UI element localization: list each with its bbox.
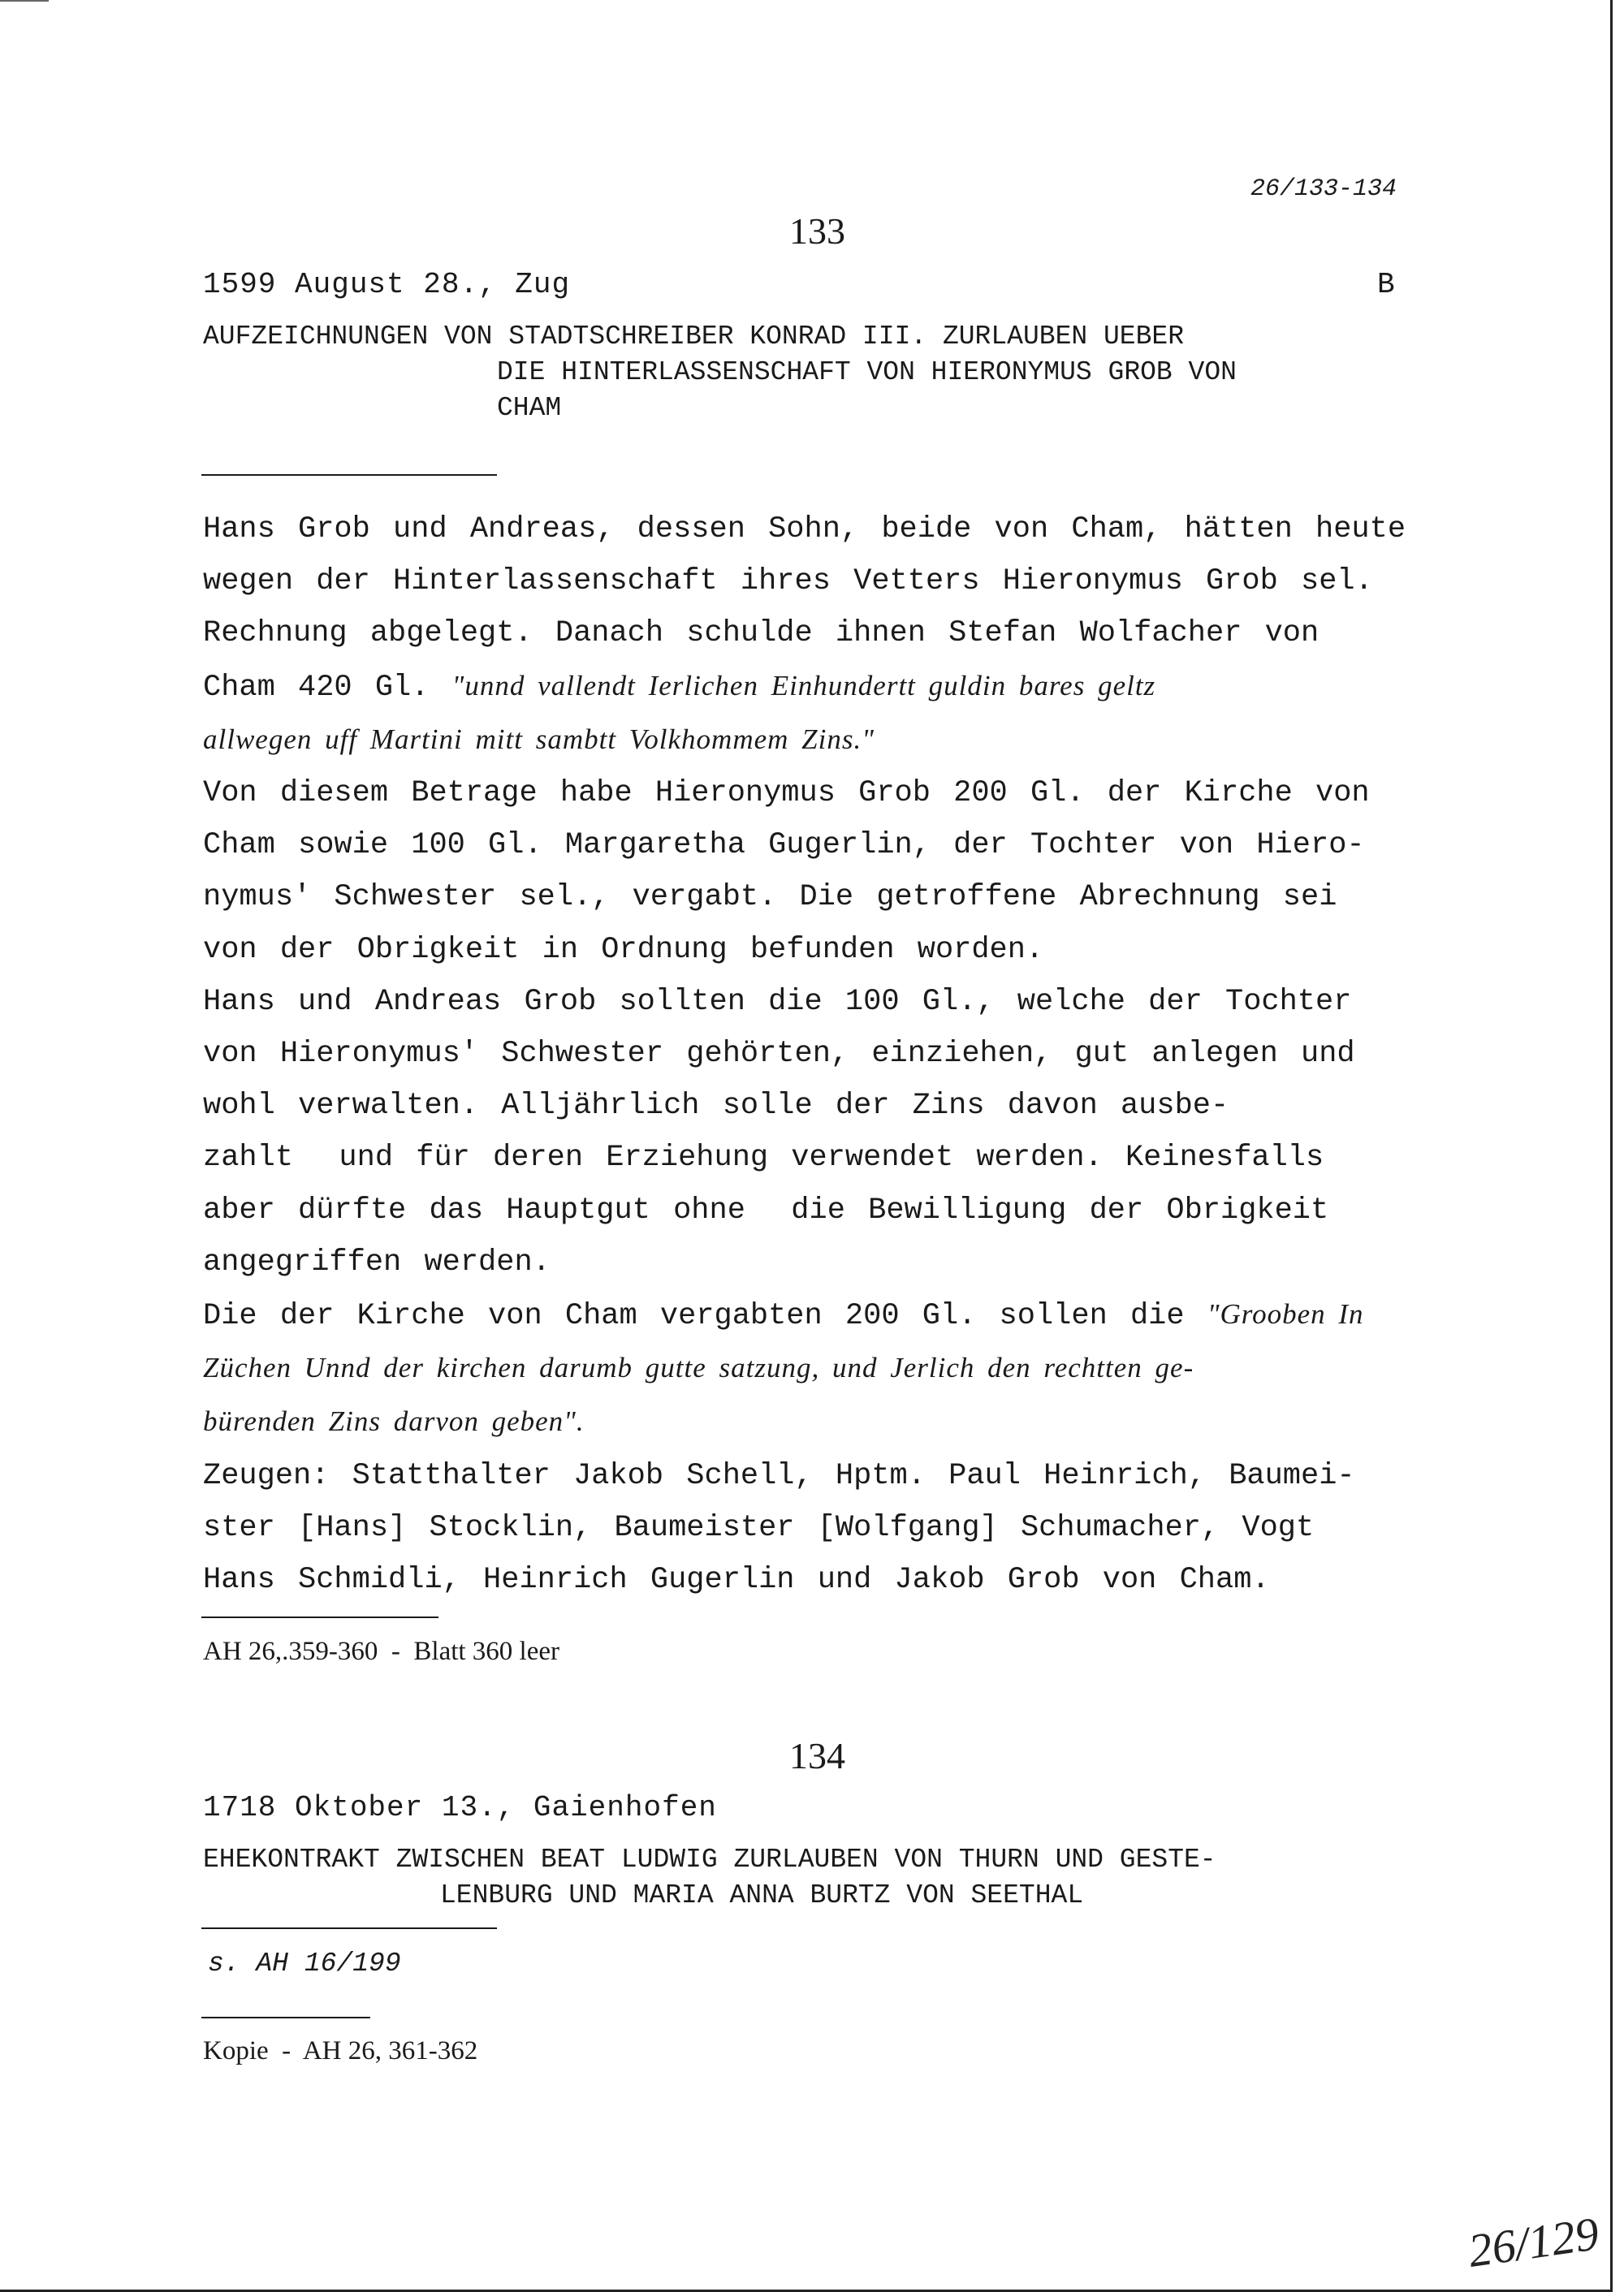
doc134-copy-source: Kopie - AH 26, 361-362 xyxy=(203,2036,478,2065)
doc133-line: angegriffen werden. xyxy=(203,1245,551,1280)
doc133-line: Rechnung abgelegt. Danach schulde ihnen Stefan Wolfacher von xyxy=(203,616,1320,651)
doc133-line: Hans Schmidli, Heinrich Gugerlin und Jakob Grob von Cham. xyxy=(203,1563,1270,1598)
doc134-title-line1: EHEKONTRAKT ZWISCHEN BEAT LUDWIG ZURLAUBEN VON THURN UND GESTE- xyxy=(203,1845,1216,1875)
doc133-line: Zeugen: Statthalter Jakob Schell, Hptm. Paul Heinrich, Baumei- xyxy=(203,1458,1355,1493)
source-divider-133 xyxy=(201,1616,438,1618)
historical-quote: allwegen uff Martini mitt sambtt Volkhommem Zins." xyxy=(203,723,875,755)
doc133-line xyxy=(203,1288,1470,1342)
historical-quote: "unnd vallendt Ierlichen Einhundertt guldin bares geltz xyxy=(451,669,1156,701)
doc133-line: zahlt und für deren Erziehung verwendet werden. Keinesfalls xyxy=(203,1141,1324,1176)
doc133-line xyxy=(203,660,1470,714)
title-divider-133 xyxy=(201,474,497,476)
doc133-line xyxy=(203,714,1470,767)
doc133-line xyxy=(203,1342,1470,1396)
doc133-text: Cham 420 Gl. xyxy=(203,670,430,705)
doc133-marker: B xyxy=(1377,268,1396,301)
doc133-line: von der Obrigkeit in Ordnung befunden worden. xyxy=(203,932,1044,967)
historical-quote: Züchen Unnd der kirchen darumb gutte satzung, und Jerlich den rechtten ge- xyxy=(203,1352,1194,1384)
doc133-line: Hans und Andreas Grob sollten die 100 Gl., welche der Tochter xyxy=(203,984,1352,1019)
archive-reference: 26/133-134 xyxy=(1250,175,1397,203)
doc133-date-place: 1599 August 28., Zug xyxy=(203,268,571,301)
historical-quote: bürenden Zins darvon geben". xyxy=(203,1405,585,1438)
doc134-title-line2: LENBURG UND MARIA ANNA BURTZ VON SEETHAL xyxy=(440,1880,1084,1910)
doc133-body xyxy=(203,503,1470,1606)
doc133-line: wegen der Hinterlassenschaft ihres Vetters Hieronymus Grob sel. xyxy=(203,564,1373,599)
doc133-title-line2: DIE HINTERLASSENSCHAFT VON HIERONYMUS GROB VON xyxy=(497,357,1237,387)
doc133-line: Von diesem Betrage habe Hieronymus Grob 200 Gl. der Kirche von xyxy=(203,776,1370,811)
source-divider-134 xyxy=(201,2017,370,2018)
document-number-134: 134 xyxy=(789,1735,845,1776)
doc133-line: ster [Hans] Stocklin, Baumeister [Wolfgang] Schumacher, Vogt xyxy=(203,1510,1315,1545)
doc133-line: nymus' Schwester sel., vergabt. Die getroffene Abrechnung sei xyxy=(203,880,1337,915)
handwritten-folio-number: 26/129 xyxy=(1465,2207,1602,2277)
doc133-source: AH 26,.359-360 - Blatt 360 leer xyxy=(203,1637,560,1666)
doc133-line: aber dürfte das Hauptgut ohne die Bewilligung der Obrigkeit xyxy=(203,1193,1329,1228)
title-divider-134 xyxy=(201,1927,497,1929)
doc133-line: Hans Grob und Andreas, dessen Sohn, beide von Cham, hätten heute xyxy=(203,512,1406,546)
doc133-line: Cham sowie 100 Gl. Margaretha Gugerlin, der Tochter von Hiero- xyxy=(203,828,1365,863)
scan-edge-mark xyxy=(0,0,49,2)
doc134-date-place: 1718 Oktober 13., Gaienhofen xyxy=(203,1791,717,1824)
doc133-line: von Hieronymus' Schwester gehörten, einziehen, gut anlegen und xyxy=(203,1037,1355,1072)
doc133-title-line3: CHAM xyxy=(497,393,562,423)
doc133-text: Die der Kirche von Cham vergabten 200 Gl. sollen die xyxy=(203,1299,1185,1334)
doc134-see-also: s. AH 16/199 xyxy=(208,1949,401,1979)
doc133-title-line1: AUFZEICHNUNGEN VON STADTSCHREIBER KONRAD III. ZURLAUBEN UEBER xyxy=(203,322,1184,352)
document-number-133: 133 xyxy=(789,210,845,252)
historical-quote: "Grooben In xyxy=(1207,1298,1364,1331)
doc133-line: wohl verwalten. Alljährlich solle der Zins davon ausbe- xyxy=(203,1089,1229,1124)
doc133-line xyxy=(203,1396,1470,1449)
